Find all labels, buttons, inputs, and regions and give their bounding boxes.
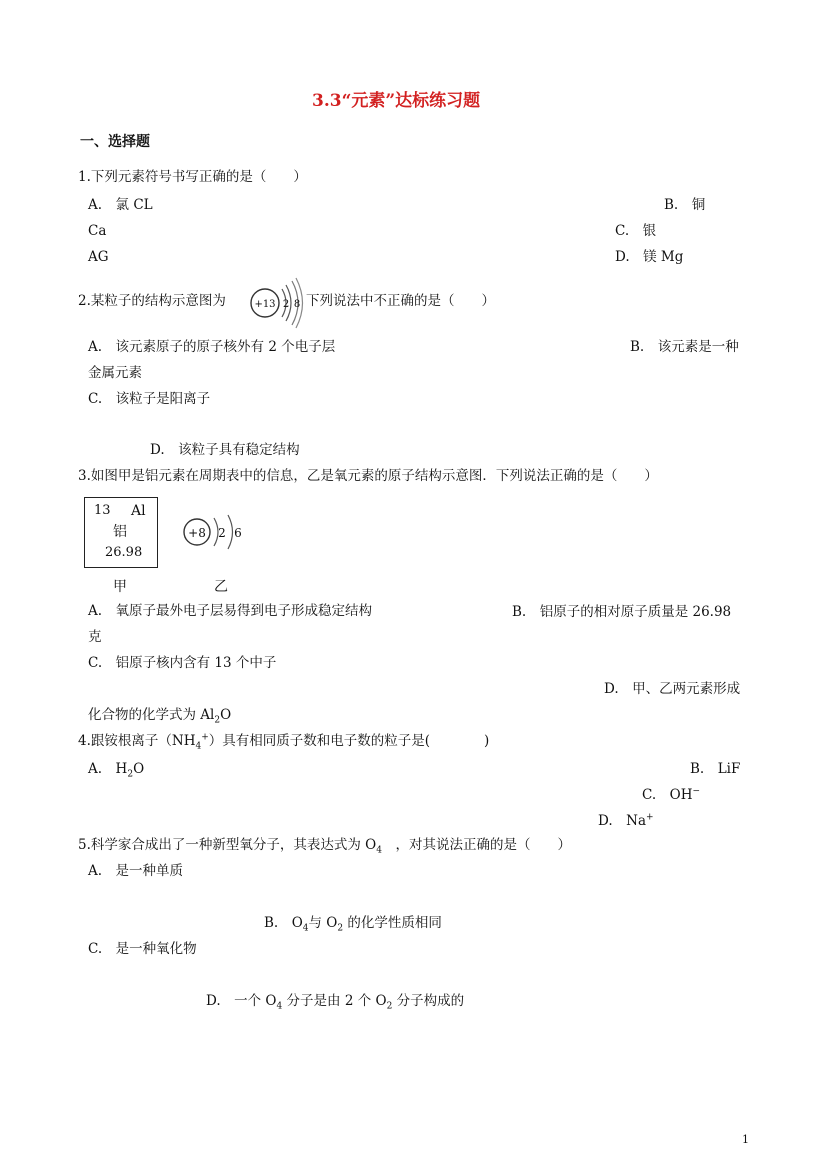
section-heading: 一、选择题 xyxy=(80,134,150,150)
q2-nucleus-label: +13 xyxy=(254,299,276,310)
q2-option-d: D. 该粒子具有稳定结构 xyxy=(150,442,300,458)
q4-option-d xyxy=(598,812,654,830)
q1-option-c: C. 银 xyxy=(615,223,657,239)
q3-label-yi: 乙 xyxy=(214,579,228,595)
q5-d-sub2: 2 xyxy=(386,1001,393,1012)
q3-shell-2: 6 xyxy=(234,526,242,540)
q4-c-sup: − xyxy=(692,786,701,797)
q3-card-symbol: Al xyxy=(131,503,146,519)
q4-stem-sub: 4 xyxy=(195,741,202,752)
q5-b-pre: B. O xyxy=(264,915,303,931)
q5-b-mid: 与 O xyxy=(308,915,338,931)
q3-stem: 3.如图甲是铝元素在周期表中的信息，乙是氧元素的原子结构示意图．下列说法正确的是（ ） xyxy=(78,468,658,484)
q5-option-c: C. 是一种氧化物 xyxy=(88,941,197,957)
q3-card-mass: 26.98 xyxy=(105,545,143,560)
q4-a-pre: A. H xyxy=(88,761,128,777)
q1-option-c-cont: AG xyxy=(88,249,109,265)
q3-label-jia: 甲 xyxy=(113,579,127,595)
q2-option-c: C. 该粒子是阳离子 xyxy=(88,391,211,407)
q5-option-d xyxy=(206,992,464,1010)
q5-option-b xyxy=(264,914,442,932)
q5-b-sub2: 2 xyxy=(337,923,344,934)
q2-atom-diagram xyxy=(246,276,308,334)
q4-stem xyxy=(78,732,489,750)
q4-stem-pre: 4.跟铵根离子（NH xyxy=(78,733,196,749)
q3-option-b: B. 铝原子的相对原子质量是 26.98 xyxy=(512,604,732,620)
q4-a-post: O xyxy=(133,761,145,777)
q5-b-sub1: 4 xyxy=(302,923,309,934)
q4-option-b: B. LiF xyxy=(690,761,741,777)
q3-card-name: 铝 xyxy=(113,524,127,540)
q5-d-pre: D. 一个 O xyxy=(206,993,277,1009)
q2-shell-1: 2 xyxy=(282,299,290,310)
q4-d-pre: D. Na xyxy=(598,813,646,829)
q3-option-a: A. 氧原子最外电子层易得到电子形成稳定结构 xyxy=(88,603,373,619)
q5-d-post: 分子构成的 xyxy=(392,993,465,1009)
q2-stem-post: 下列说法中不正确的是（ ） xyxy=(306,293,495,309)
q4-d-sup: + xyxy=(646,812,654,823)
q3-option-d-cont xyxy=(88,706,231,724)
q5-stem xyxy=(78,836,571,854)
q3-d-cont-post: O xyxy=(220,707,232,723)
q3-option-c: C. 铝原子核内含有 13 个中子 xyxy=(88,655,277,671)
q1-option-a: A. 氯 CL xyxy=(88,197,153,213)
q3-element-card xyxy=(84,497,158,568)
q3-nucleus-label: +8 xyxy=(188,526,206,540)
q5-stem-post: ，对其说法正确的是（ ） xyxy=(381,837,571,853)
q3-shell-1: 2 xyxy=(218,526,226,540)
q4-stem-post: ）具有相同质子数和电子数的粒子是( ) xyxy=(208,733,490,749)
page-title: 3.3“元素”达标练习题 xyxy=(312,91,481,111)
q2-shell-2: 8 xyxy=(293,299,301,310)
q4-stem-sup: + xyxy=(201,732,209,743)
q5-stem-sub: 4 xyxy=(376,845,382,856)
q3-option-b-cont: 克 xyxy=(88,629,102,645)
q2-stem-pre: 2.某粒子的结构示意图为 xyxy=(78,293,226,309)
q4-a-sub: 2 xyxy=(127,769,134,780)
page-number: 1 xyxy=(742,1133,749,1146)
q4-option-a xyxy=(88,760,144,778)
q5-stem-pre: 5.科学家合成出了一种新型氧分子，其表达式为 O xyxy=(78,837,377,853)
q5-d-mid: 分子是由 2 个 O xyxy=(282,993,387,1009)
q5-b-post: 的化学性质相同 xyxy=(343,915,442,931)
q4-c-pre: C. OH xyxy=(642,787,693,803)
q5-option-a: A. 是一种单质 xyxy=(88,863,184,879)
q2-option-a: A. 该元素原子的原子核外有 2 个电子层 xyxy=(88,339,336,355)
q3-d-cont-pre: 化合物的化学式为 Al xyxy=(88,707,215,723)
q1-option-b: B. 铜 xyxy=(664,197,706,213)
q3-option-d: D. 甲、乙两元素形成 xyxy=(604,681,741,697)
q1-option-b-cont: Ca xyxy=(88,223,107,239)
q3-card-number: 13 xyxy=(94,503,111,518)
q3-d-cont-sub: 2 xyxy=(214,715,221,726)
q5-d-sub1: 4 xyxy=(276,1001,283,1012)
q1-option-d: D. 镁 Mg xyxy=(615,249,684,265)
q2-option-b-cont: 金属元素 xyxy=(88,365,142,381)
q1-stem: 1.下列元素符号书写正确的是（ ） xyxy=(78,169,307,185)
q2-option-b: B. 该元素是一种 xyxy=(630,339,739,355)
q3-oxygen-diagram xyxy=(180,510,250,560)
q4-option-c xyxy=(642,786,700,804)
